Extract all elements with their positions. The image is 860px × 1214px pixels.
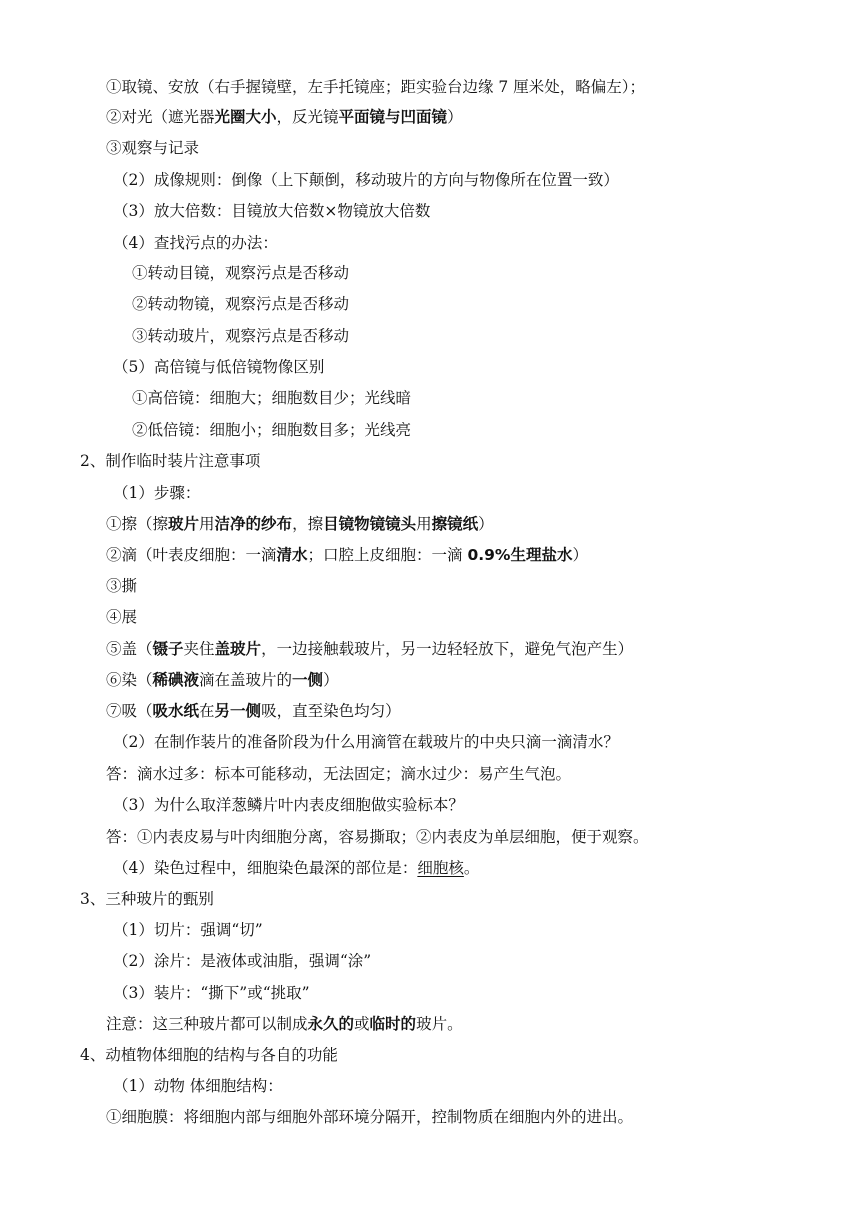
text-line	[106, 544, 588, 566]
text-line	[113, 919, 263, 941]
text-segment: 注意：这三种玻片都可以制成	[106, 1015, 308, 1033]
text-line	[106, 669, 339, 691]
bold-term: 稀碘液	[152, 671, 200, 689]
text-line	[113, 169, 619, 191]
section-heading	[80, 888, 214, 910]
text-segment: 3、三种玻片的甄别	[80, 890, 214, 908]
text-line	[132, 419, 411, 441]
text-line	[106, 638, 633, 660]
text-segment: ①高倍镜：细胞大；细胞数目少；光线暗	[132, 389, 412, 407]
text-line	[106, 513, 494, 535]
text-line	[132, 325, 349, 347]
text-segment: ②对光（遮光器	[106, 108, 215, 126]
text-line	[106, 763, 571, 785]
text-line	[113, 857, 479, 879]
bold-term: 一侧	[292, 671, 324, 689]
text-segment: 答：滴水过多：标本可能移动，无法固定；滴水过少：易产生气泡。	[106, 765, 572, 783]
text-segment: 吸，直至染色均匀）	[261, 702, 401, 720]
text-line	[113, 232, 278, 254]
text-segment: ⑥染（	[106, 671, 153, 689]
text-segment: ③转动玻片，观察污点是否移动	[132, 327, 350, 345]
underlined-answer: 细胞核	[417, 859, 464, 877]
bold-term: 清水	[276, 546, 308, 564]
text-segment: （3）为什么取洋葱鳞片叶内表皮细胞做实验标本？	[113, 796, 464, 814]
text-segment: （2）成像规则：倒像（上下颠倒，移动玻片的方向与物像所在位置一致）	[113, 171, 619, 189]
text-segment: （3）放大倍数：目镜放大倍数×物镜放大倍数	[113, 202, 431, 220]
text-segment: （1）切片：强调“切”	[113, 921, 263, 939]
text-line	[113, 950, 371, 972]
text-line	[113, 982, 310, 1004]
text-line	[113, 731, 619, 753]
text-segment: ⑦吸（	[106, 702, 153, 720]
text-segment: 玻片。	[416, 1015, 463, 1033]
text-line	[113, 200, 430, 222]
text-segment: ①转动目镜，观察污点是否移动	[132, 264, 350, 282]
text-line	[106, 826, 649, 848]
bold-term: 平面镜与凹面镜	[338, 108, 448, 126]
text-segment: （4）查找污点的办法：	[113, 234, 278, 252]
bold-term: 光圈大小	[214, 108, 277, 126]
text-line	[106, 606, 137, 628]
bold-term: 目镜物镜镜头	[323, 515, 417, 533]
text-segment: ②滴（叶表皮细胞：一滴	[106, 546, 277, 564]
bold-term: 玻片	[168, 515, 200, 533]
text-segment: （4）染色过程中，细胞染色最深的部位是：	[113, 859, 418, 877]
text-segment: （1）步骤：	[113, 484, 201, 502]
text-segment: 或	[354, 1015, 370, 1033]
bold-term: 镊子	[152, 640, 184, 658]
text-segment: （3）装片：“撕下”或“挑取”	[113, 984, 310, 1002]
text-segment: ④展	[106, 608, 138, 626]
bold-term: 临时的	[369, 1015, 417, 1033]
text-line	[132, 262, 349, 284]
text-segment: ③观察与记录	[106, 139, 200, 157]
section-heading	[80, 450, 260, 472]
text-segment: 用	[416, 515, 432, 533]
text-segment: 4、动植物体细胞的结构与各自的功能	[80, 1046, 338, 1064]
text-segment: 用	[199, 515, 215, 533]
section-heading	[80, 1044, 338, 1066]
bold-term: 盖玻片	[214, 640, 262, 658]
text-line	[106, 1106, 633, 1128]
text-segment: ，擦	[292, 515, 324, 533]
text-segment: 在	[199, 702, 215, 720]
text-segment: ③撕	[106, 577, 138, 595]
text-segment: ①细胞膜：将细胞内部与细胞外部环境分隔开，控制物质在细胞内外的进出。	[106, 1108, 634, 1126]
text-segment: （5）高倍镜与低倍镜物像区别	[113, 358, 325, 376]
text-line	[106, 1013, 463, 1035]
text-segment: （1）动物 体细胞结构：	[113, 1077, 283, 1095]
bold-term: 洁净的纱布	[214, 515, 293, 533]
bold-term: 擦镜纸	[431, 515, 479, 533]
text-segment: ②低倍镜：细胞小；细胞数目多；光线亮	[132, 421, 412, 439]
text-line	[113, 1075, 283, 1097]
text-segment: ①擦（擦	[106, 515, 169, 533]
text-segment: 夹住	[183, 640, 215, 658]
text-line	[113, 794, 464, 816]
text-line	[106, 700, 401, 722]
bold-term: 吸水纸	[152, 702, 200, 720]
text-line	[106, 575, 137, 597]
text-segment: ）	[323, 671, 339, 689]
text-segment: 2、制作临时装片注意事项	[80, 452, 261, 470]
text-line	[113, 482, 200, 504]
bold-term: 另一侧	[214, 702, 262, 720]
text-line	[113, 356, 324, 378]
text-segment: （2）在制作装片的准备阶段为什么用滴管在载玻片的中央只滴一滴清水？	[113, 733, 619, 751]
text-segment: ）	[447, 108, 463, 126]
text-segment: ，反光镜	[276, 108, 339, 126]
text-segment: ⑤盖（	[106, 640, 153, 658]
text-line	[132, 293, 349, 315]
text-line	[106, 76, 645, 98]
text-segment: ①取镜、安放（右手握镜壁，左手托镜座；距实验台边缘 7 厘米处，略偏左）；	[106, 78, 645, 96]
bold-term: 0.9%生理盐水	[467, 546, 573, 564]
text-segment: ）	[478, 515, 494, 533]
text-line	[106, 106, 463, 128]
text-segment: ②转动物镜，观察污点是否移动	[132, 295, 350, 313]
text-segment: 滴在盖玻片的	[199, 671, 293, 689]
text-segment: 答：①内表皮易与叶肉细胞分离，容易撕取；②内表皮为单层细胞，便于观察。	[106, 828, 649, 846]
text-line	[106, 137, 199, 159]
text-segment: ，一边接触载玻片，另一边轻轻放下，避免气泡产生）	[261, 640, 634, 658]
text-segment: 。	[463, 859, 480, 877]
bold-term: 永久的	[307, 1015, 355, 1033]
text-segment: ；口腔上皮细胞：一滴	[307, 546, 468, 564]
text-segment: ）	[572, 546, 588, 564]
text-line	[132, 387, 411, 409]
text-segment: （2）涂片：是液体或油脂，强调“涂”	[113, 952, 372, 970]
